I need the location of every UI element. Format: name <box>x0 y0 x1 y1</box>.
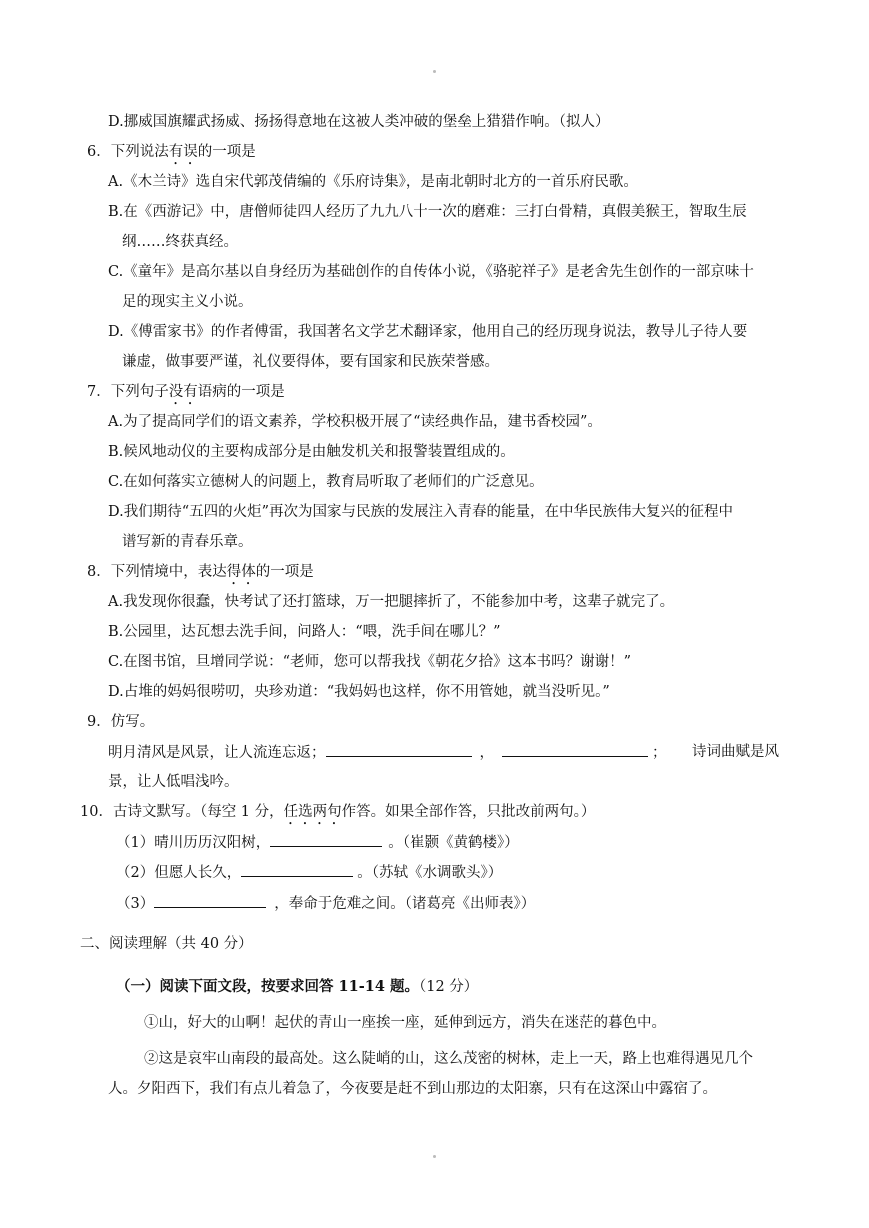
q9-line1-post: 诗词曲赋是风 <box>692 744 779 760</box>
q7-option-a: A.为了提高同学们的语文素养，学校积极开展了“读经典作品，建书香校园”。 <box>108 414 602 430</box>
q10-line1-post: 。（崔颢《黄鹤楼》） <box>388 835 519 851</box>
q10-line2-post: 。（苏轼《水调歌头》） <box>357 865 503 881</box>
q9-stem: 9．仿写。 <box>87 714 155 730</box>
q8-option-a: A.我发现你很蠢，快考试了还打篮球，万一把腿摔折了，不能参加中考，这辈子就完了。 <box>108 594 675 610</box>
q6-stem-post: 的一项是 <box>197 144 256 160</box>
section2-subheading <box>116 977 478 997</box>
q8-option-b: B.公园里，达瓦想去洗手间，问路人：“喂，洗手间在哪儿？” <box>108 624 501 640</box>
q8-stem-pre: 8．下列情境中，表达 <box>87 564 227 580</box>
q10-stem-pre: 10．古诗文默写。（每空 1 分， <box>80 804 284 820</box>
q10-line3-pre: （3） <box>116 896 155 912</box>
q9-blank-2[interactable] <box>502 742 648 757</box>
q6-option-c-line2: 足的现实主义小说。 <box>122 294 253 310</box>
q8-stem <box>87 562 314 588</box>
q10-blank-3[interactable] <box>154 893 266 908</box>
passage-paragraph-2-line2: 人。夕阳西下，我们有点儿着急了，今夜要是赶不到山那边的太阳寨，只有在这深山中露宿了。 <box>108 1081 717 1097</box>
q9-line2: 景，让人低唱浅吟。 <box>108 774 239 790</box>
q7-stem-pre: 7．下列句子 <box>87 384 169 400</box>
q10-line3-post: ，奉命于危难之间。（诸葛亮《出师表》） <box>274 896 536 912</box>
section2-subheading-score: （12 分） <box>418 979 479 995</box>
q7-option-b: B.候风地动仪的主要构成部分是由触发机关和报警装置组成的。 <box>108 444 515 460</box>
q6-option-b-line2: 纲……终获真经。 <box>122 234 238 250</box>
q10-line2-pre: （2）但愿人长久， <box>116 865 242 881</box>
q10-blank-2[interactable] <box>241 862 353 877</box>
q10-line2 <box>116 862 502 883</box>
q8-option-c: C.在图书馆，旦增同学说：“老师，您可以帮我找《朝花夕拾》这本书吗？谢谢！” <box>108 654 632 670</box>
q7-stem <box>87 382 285 408</box>
q9-blank-1[interactable] <box>326 742 472 757</box>
q6-option-b-line1: B.在《西游记》中，唐僧师徒四人经历了九九八十一次的磨难：三打白骨精，真假美猴王，智取生辰 <box>108 204 747 220</box>
q9-line1 <box>108 742 667 763</box>
q7-option-d-line2: 谱写新的青春乐章。 <box>122 534 253 550</box>
q10-blank-1[interactable] <box>270 832 382 847</box>
q9-line1-pre: 明月清风是风景，让人流连忘返； <box>108 745 326 761</box>
header-dot <box>433 70 436 73</box>
q9-comma: ， <box>479 745 494 761</box>
q7-stem-post: 语病的一项是 <box>197 384 285 400</box>
footer-dot <box>433 1155 436 1158</box>
q6-stem-pre: 6．下列说法 <box>87 144 169 160</box>
q10-stem-post: 作答。如果全部作答，只批改前两句。） <box>341 804 596 820</box>
q8-stem-emphasis: 得体 <box>226 564 256 580</box>
section2-subheading-bold: （一）阅读下面文段，按要求回答 11-14 题。 <box>116 978 419 995</box>
passage-paragraph-2-line1: ②这是哀牢山南段的最高处。这么陡峭的山，这么茂密的树林，走上一天，路上也难得遇见几个 <box>144 1051 753 1067</box>
q6-option-d-line1: D.《傅雷家书》的作者傅雷，我国著名文学艺术翻译家，他用自己的经历现身说法，教导儿子待人要 <box>108 324 748 340</box>
q7-stem-emphasis: 没有 <box>168 384 198 400</box>
section2-title: 二、阅读理解（共 40 分） <box>80 936 253 952</box>
q7-option-d-line1: D.我们期待“五四的火炬”再次为国家与民族的发展注入青春的能量，在中华民族伟大复兴的征程中 <box>108 504 734 520</box>
q10-line3 <box>116 893 535 914</box>
q10-line1 <box>116 832 519 853</box>
passage-paragraph-1: ①山，好大的山啊！起伏的青山一座挨一座，延伸到远方，消失在迷茫的暮色中。 <box>144 1015 666 1031</box>
q9-semicolon: ； <box>652 745 667 761</box>
q5-option-d: D.挪威国旗耀武扬威、扬扬得意地在这被人类冲破的堡垒上猎猎作响。（拟人） <box>108 114 610 130</box>
q6-option-a: A.《木兰诗》选自宋代郭茂倩编的《乐府诗集》，是南北朝时北方的一首乐府民歌。 <box>108 174 638 190</box>
q6-stem-emphasis: 有误 <box>168 144 198 160</box>
q7-option-c: C.在如何落实立德树人的问题上，教育局听取了老师们的广泛意见。 <box>108 474 544 490</box>
q10-line1-pre: （1）晴川历历汉阳树， <box>116 835 271 851</box>
q6-stem <box>87 142 256 168</box>
q10-stem <box>80 802 595 828</box>
q6-option-c-line1: C.《童年》是高尔基以自身经历为基础创作的自传体小说，《骆驼祥子》是老舍先生创作的一部京味十 <box>108 264 754 280</box>
q8-stem-post: 的一项是 <box>255 564 314 580</box>
q8-option-d: D.占堆的妈妈很唠叨，央珍劝道：“我妈妈也这样，你不用管她，就当没听见。” <box>108 684 610 700</box>
q6-option-d-line2: 谦虚，做事要严谨，礼仪要得体，要有国家和民族荣誉感。 <box>122 354 499 370</box>
q10-stem-emphasis: 任选两句 <box>283 804 342 820</box>
